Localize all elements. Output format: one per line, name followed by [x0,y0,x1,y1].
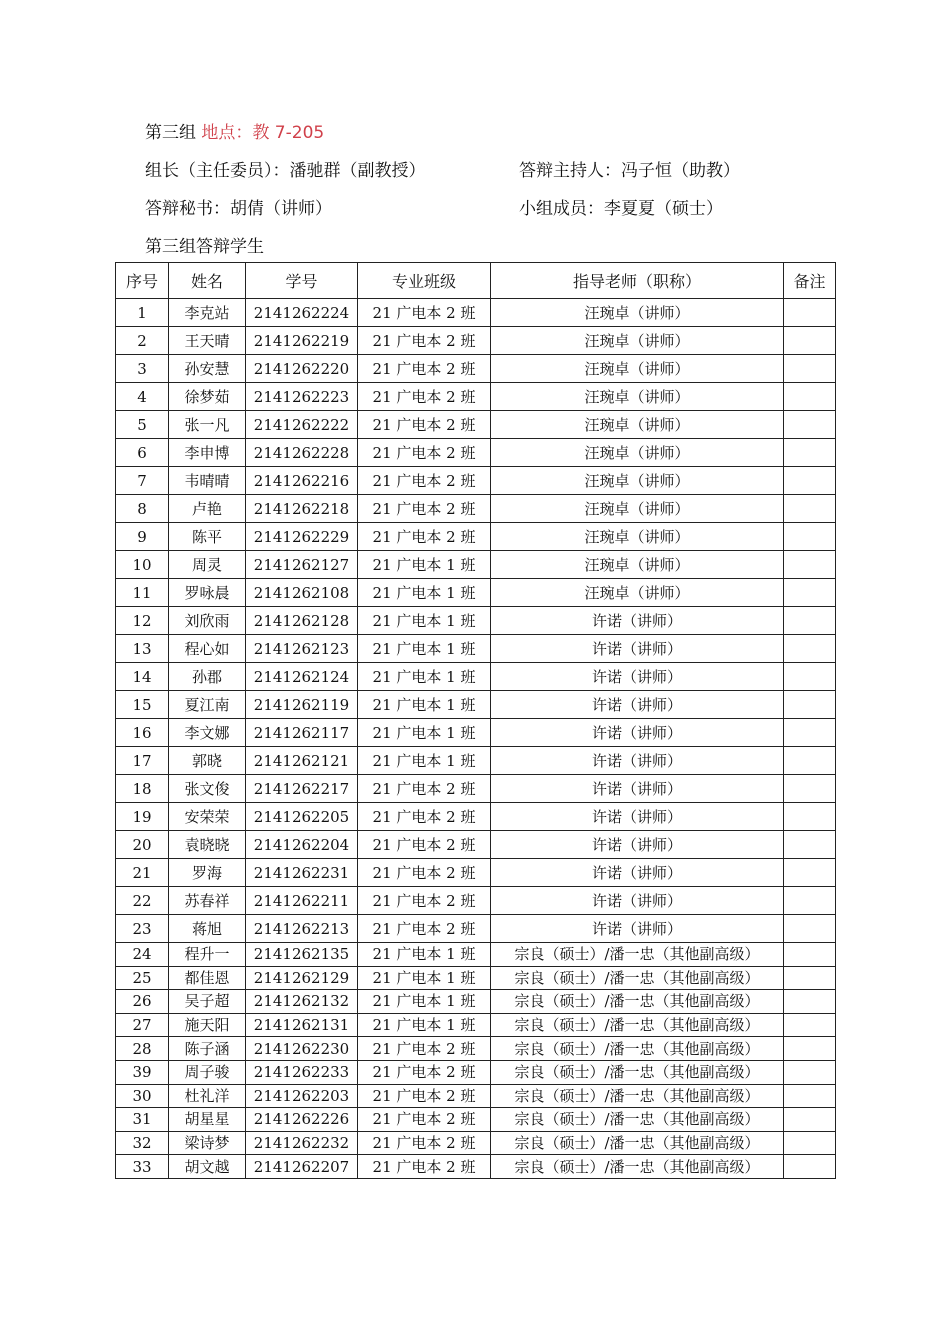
remark-cell [784,915,836,943]
row-number-cell: 24 [116,943,169,967]
remark-cell [784,635,836,663]
student-name-cell: 周灵 [169,551,246,579]
remark-cell [784,439,836,467]
row-number-cell: 13 [116,635,169,663]
advisor-cell: 宗良（硕士）/潘一忠（其他副高级） [491,966,784,990]
advisor-cell: 汪琬卓（讲师） [491,355,784,383]
advisor-cell: 许诺（讲师） [491,775,784,803]
class-name-cell: 21 广电本 1 班 [358,990,491,1014]
table-row [116,523,836,551]
class-name-cell: 21 广电本 2 班 [358,1037,491,1061]
student-name-cell: 苏春祥 [169,887,246,915]
column-header: 序号 [116,263,169,299]
student-id-cell: 2141262211 [246,887,358,915]
student-id-cell: 2141262119 [246,691,358,719]
class-name-cell: 21 广电本 2 班 [358,523,491,551]
student-id-cell: 2141262204 [246,831,358,859]
row-number-cell: 6 [116,439,169,467]
remark-cell [784,747,836,775]
student-id-cell: 2141262124 [246,663,358,691]
row-number-cell: 17 [116,747,169,775]
row-number-cell: 1 [116,299,169,327]
student-id-cell: 2141262131 [246,1013,358,1037]
student-name-cell: 张一凡 [169,411,246,439]
remark-cell [784,1037,836,1061]
table-row [116,966,836,990]
advisor-cell: 汪琬卓（讲师） [491,411,784,439]
class-name-cell: 21 广电本 1 班 [358,719,491,747]
student-name-cell: 韦晴晴 [169,467,246,495]
student-name-cell: 程心如 [169,635,246,663]
class-name-cell: 21 广电本 2 班 [358,327,491,355]
remark-cell [784,887,836,915]
column-header: 指导老师（职称） [491,263,784,299]
class-name-cell: 21 广电本 2 班 [358,859,491,887]
class-name-cell: 21 广电本 1 班 [358,966,491,990]
table-row [116,551,836,579]
advisor-cell: 汪琬卓（讲师） [491,551,784,579]
column-header: 姓名 [169,263,246,299]
table-row [116,1037,836,1061]
student-id-cell: 2141262128 [246,607,358,635]
remark-cell [784,719,836,747]
class-name-cell: 21 广电本 2 班 [358,915,491,943]
column-header: 专业班级 [358,263,491,299]
remark-cell [784,551,836,579]
class-name-cell: 21 广电本 1 班 [358,663,491,691]
student-id-cell: 2141262216 [246,467,358,495]
class-name-cell: 21 广电本 1 班 [358,691,491,719]
advisor-cell: 许诺（讲师） [491,691,784,719]
student-name-cell: 孙郡 [169,663,246,691]
table-body [116,299,836,1179]
row-number-cell: 4 [116,383,169,411]
student-id-cell: 2141262230 [246,1037,358,1061]
remark-cell [784,990,836,1014]
advisor-cell: 汪琬卓（讲师） [491,467,784,495]
student-name-cell: 胡文越 [169,1155,246,1179]
class-name-cell: 21 广电本 1 班 [358,1013,491,1037]
table-row [116,383,836,411]
table-row [116,719,836,747]
remark-cell [784,663,836,691]
student-name-cell: 张文俊 [169,775,246,803]
group-heading [145,118,324,143]
student-id-cell: 2141262108 [246,579,358,607]
student-id-cell: 2141262232 [246,1131,358,1155]
row-number-cell: 18 [116,775,169,803]
remark-cell [784,831,836,859]
student-id-cell: 2141262121 [246,747,358,775]
advisor-cell: 汪琬卓（讲师） [491,327,784,355]
remark-cell [784,1060,836,1084]
advisor-cell: 宗良（硕士）/潘一忠（其他副高级） [491,1060,784,1084]
row-number-cell: 8 [116,495,169,523]
table-row [116,775,836,803]
class-name-cell: 21 广电本 2 班 [358,467,491,495]
table-row [116,859,836,887]
table-row [116,327,836,355]
student-name-cell: 袁晓晓 [169,831,246,859]
row-number-cell: 25 [116,966,169,990]
advisor-cell: 宗良（硕士）/潘一忠（其他副高级） [491,1131,784,1155]
student-name-cell: 陈平 [169,523,246,551]
remark-cell [784,383,836,411]
student-id-cell: 2141262207 [246,1155,358,1179]
student-id-cell: 2141262213 [246,915,358,943]
student-name-cell: 王天晴 [169,327,246,355]
remark-cell [784,1084,836,1108]
student-name-cell: 徐梦茹 [169,383,246,411]
advisor-cell: 汪琬卓（讲师） [491,579,784,607]
table-title: 第三组答辩学生 [145,237,264,257]
class-name-cell: 21 广电本 2 班 [358,1131,491,1155]
advisor-cell: 许诺（讲师） [491,719,784,747]
class-name-cell: 21 广电本 2 班 [358,831,491,859]
advisor-cell: 宗良（硕士）/潘一忠（其他副高级） [491,1013,784,1037]
row-number-cell: 28 [116,1037,169,1061]
student-name-cell: 李克站 [169,299,246,327]
row-number-cell: 3 [116,355,169,383]
student-name-cell: 胡星星 [169,1108,246,1132]
student-name-cell: 施天阳 [169,1013,246,1037]
student-id-cell: 2141262220 [246,355,358,383]
remark-cell [784,607,836,635]
row-number-cell: 20 [116,831,169,859]
student-name-cell: 李文娜 [169,719,246,747]
remark-cell [784,355,836,383]
table-row [116,1013,836,1037]
student-name-cell: 杜礼洋 [169,1084,246,1108]
class-name-cell: 21 广电本 1 班 [358,635,491,663]
class-name-cell: 21 广电本 2 班 [358,355,491,383]
class-name-cell: 21 广电本 1 班 [358,943,491,967]
class-name-cell: 21 广电本 1 班 [358,747,491,775]
advisor-cell: 宗良（硕士）/潘一忠（其他副高级） [491,1037,784,1061]
class-name-cell: 21 广电本 2 班 [358,1060,491,1084]
student-name-cell: 刘欣雨 [169,607,246,635]
row-number-cell: 26 [116,990,169,1014]
remark-cell [784,691,836,719]
table-row [116,299,836,327]
class-name-cell: 21 广电本 2 班 [358,411,491,439]
class-name-cell: 21 广电本 1 班 [358,579,491,607]
column-header: 备注 [784,263,836,299]
student-name-cell: 梁诗梦 [169,1131,246,1155]
student-name-cell: 安荣荣 [169,803,246,831]
student-id-cell: 2141262231 [246,859,358,887]
advisor-cell: 许诺（讲师） [491,663,784,691]
class-name-cell: 21 广电本 1 班 [358,551,491,579]
row-number-cell: 27 [116,1013,169,1037]
table-row [116,915,836,943]
advisor-cell: 宗良（硕士）/潘一忠（其他副高级） [491,943,784,967]
row-number-cell: 5 [116,411,169,439]
remark-cell [784,859,836,887]
student-name-cell: 卢艳 [169,495,246,523]
student-name-cell: 罗咏晨 [169,579,246,607]
class-name-cell: 21 广电本 2 班 [358,299,491,327]
student-id-cell: 2141262224 [246,299,358,327]
table-row [116,607,836,635]
table-row [116,411,836,439]
class-name-cell: 21 广电本 2 班 [358,887,491,915]
student-id-cell: 2141262123 [246,635,358,663]
table-row [116,1108,836,1132]
class-name-cell: 21 广电本 2 班 [358,803,491,831]
remark-cell [784,327,836,355]
class-name-cell: 21 广电本 2 班 [358,1108,491,1132]
table-row [116,887,836,915]
remark-cell [784,495,836,523]
advisor-cell: 许诺（讲师） [491,887,784,915]
row-number-cell: 11 [116,579,169,607]
advisor-cell: 汪琬卓（讲师） [491,439,784,467]
student-id-cell: 2141262218 [246,495,358,523]
column-header: 学号 [246,263,358,299]
remark-cell [784,966,836,990]
advisor-cell: 许诺（讲师） [491,607,784,635]
student-name-cell: 都佳恩 [169,966,246,990]
advisor-cell: 汪琬卓（讲师） [491,495,784,523]
advisor-cell: 汪琬卓（讲师） [491,523,784,551]
table-row [116,831,836,859]
student-name-cell: 郭晓 [169,747,246,775]
table-row [116,467,836,495]
student-id-cell: 2141262127 [246,551,358,579]
remark-cell [784,1155,836,1179]
student-id-cell: 2141262229 [246,523,358,551]
class-name-cell: 21 广电本 2 班 [358,1084,491,1108]
student-name-cell: 罗海 [169,859,246,887]
student-id-cell: 2141262203 [246,1084,358,1108]
student-id-cell: 2141262135 [246,943,358,967]
remark-cell [784,467,836,495]
row-number-cell: 7 [116,467,169,495]
table-row [116,663,836,691]
table-row [116,355,836,383]
remark-cell [784,1131,836,1155]
student-id-cell: 2141262205 [246,803,358,831]
row-number-cell: 12 [116,607,169,635]
advisor-cell: 汪琬卓（讲师） [491,299,784,327]
table-row [116,1155,836,1179]
table-row [116,747,836,775]
remark-cell [784,1013,836,1037]
row-number-cell: 32 [116,1131,169,1155]
table-row [116,943,836,967]
student-id-cell: 2141262226 [246,1108,358,1132]
class-name-cell: 21 广电本 2 班 [358,775,491,803]
advisor-cell: 许诺（讲师） [491,747,784,775]
remark-cell [784,943,836,967]
student-id-cell: 2141262223 [246,383,358,411]
table-row [116,1131,836,1155]
advisor-cell: 宗良（硕士）/潘一忠（其他副高级） [491,1155,784,1179]
table-row [116,439,836,467]
row-number-cell: 30 [116,1084,169,1108]
class-name-cell: 21 广电本 2 班 [358,1155,491,1179]
secretary-text: 答辩秘书：胡倩（讲师） [145,199,332,219]
student-id-cell: 2141262117 [246,719,358,747]
advisor-cell: 许诺（讲师） [491,859,784,887]
row-number-cell: 14 [116,663,169,691]
class-name-cell: 21 广电本 2 班 [358,383,491,411]
student-id-cell: 2141262228 [246,439,358,467]
student-name-cell: 李申博 [169,439,246,467]
student-id-cell: 2141262222 [246,411,358,439]
student-id-cell: 2141262233 [246,1060,358,1084]
advisor-cell: 许诺（讲师） [491,831,784,859]
advisor-cell: 宗良（硕士）/潘一忠（其他副高级） [491,1084,784,1108]
student-id-cell: 2141262129 [246,966,358,990]
location-text: 地点：教 7-205 [201,123,325,143]
student-name-cell: 吴子超 [169,990,246,1014]
student-name-cell: 夏江南 [169,691,246,719]
row-number-cell: 33 [116,1155,169,1179]
row-number-cell: 39 [116,1060,169,1084]
student-id-cell: 2141262219 [246,327,358,355]
row-number-cell: 23 [116,915,169,943]
table-row [116,1060,836,1084]
remark-cell [784,1108,836,1132]
leader-text: 组长（主任委员）：潘驰群（副教授） [145,161,426,181]
student-id-cell: 2141262132 [246,990,358,1014]
host-text: 答辩主持人：冯子恒（助教） [519,161,740,181]
class-name-cell: 21 广电本 1 班 [358,607,491,635]
table-row [116,1084,836,1108]
remark-cell [784,579,836,607]
row-number-cell: 10 [116,551,169,579]
table-row [116,495,836,523]
table-row [116,990,836,1014]
table-row [116,691,836,719]
row-number-cell: 31 [116,1108,169,1132]
row-number-cell: 16 [116,719,169,747]
remark-cell [784,411,836,439]
row-number-cell: 22 [116,887,169,915]
remark-cell [784,523,836,551]
row-number-cell: 2 [116,327,169,355]
row-number-cell: 9 [116,523,169,551]
advisor-cell: 汪琬卓（讲师） [491,383,784,411]
advisor-cell: 许诺（讲师） [491,915,784,943]
student-name-cell: 陈子涵 [169,1037,246,1061]
table-row [116,635,836,663]
remark-cell [784,299,836,327]
row-number-cell: 19 [116,803,169,831]
row-number-cell: 21 [116,859,169,887]
student-name-cell: 孙安慧 [169,355,246,383]
remark-cell [784,775,836,803]
student-name-cell: 程升一 [169,943,246,967]
student-id-cell: 2141262217 [246,775,358,803]
advisor-cell: 许诺（讲师） [491,803,784,831]
advisor-cell: 许诺（讲师） [491,635,784,663]
student-table [115,262,836,1179]
advisor-cell: 宗良（硕士）/潘一忠（其他副高级） [491,990,784,1014]
class-name-cell: 21 广电本 2 班 [358,439,491,467]
student-name-cell: 蒋旭 [169,915,246,943]
group-name: 第三组 [145,123,196,143]
table-row [116,803,836,831]
class-name-cell: 21 广电本 2 班 [358,495,491,523]
member-text: 小组成员：李夏夏（硕士） [519,199,723,219]
student-name-cell: 周子骏 [169,1060,246,1084]
table-header-row [116,263,836,299]
remark-cell [784,803,836,831]
row-number-cell: 15 [116,691,169,719]
advisor-cell: 宗良（硕士）/潘一忠（其他副高级） [491,1108,784,1132]
table-row [116,579,836,607]
